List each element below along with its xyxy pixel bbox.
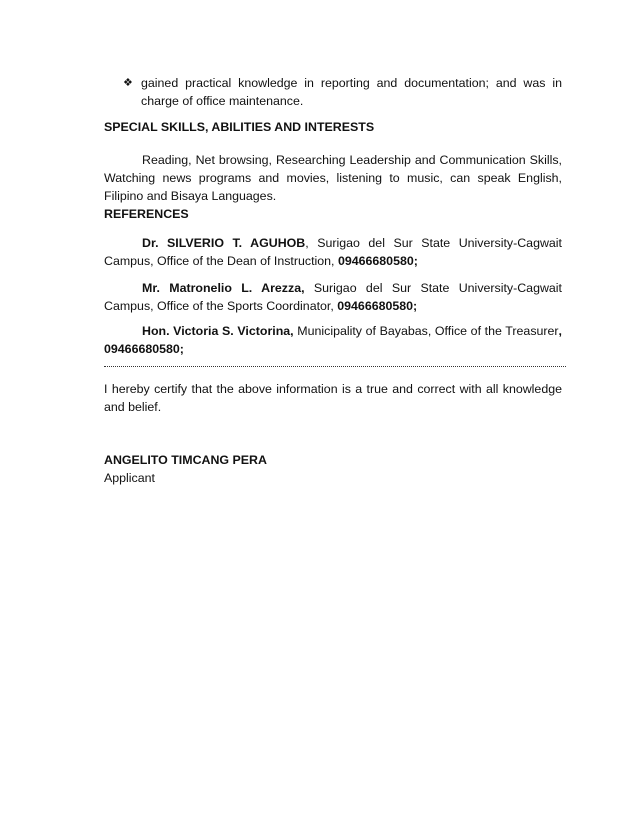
reference-detail: Municipality of Bayabas, Office of the Treasurer xyxy=(293,324,559,338)
reference-phone: , 09466680580; xyxy=(104,324,562,356)
diamond-bullet-icon: ❖ xyxy=(123,77,133,89)
reference-name: Dr. SILVERIO T. AGUHOB xyxy=(142,236,306,250)
reference-phone: 09466680580; xyxy=(337,299,418,313)
reference-entry xyxy=(104,279,562,315)
certification-statement: I hereby certify that the above information is a true and correct with all knowledge and belief. xyxy=(104,382,562,414)
reference-name: Hon. Victoria S. Victorina, xyxy=(142,324,294,338)
reference-phone: 09466680580; xyxy=(337,254,418,268)
references-heading: REFERENCES xyxy=(104,207,189,221)
reference-entry xyxy=(104,322,562,358)
list-item xyxy=(124,74,562,110)
reference-name: Mr. Matronelio L. Arezza, xyxy=(142,281,305,295)
bullet-text: gained practical knowledge in reporting and documentation; and was in charge of office maintenance. xyxy=(141,76,562,108)
skills-heading: SPECIAL SKILLS, ABILITIES AND INTERESTS xyxy=(104,120,375,134)
applicant-title: Applicant xyxy=(104,471,155,485)
reference-entry xyxy=(104,234,562,270)
reference-detail: Surigao del Sur State University-Cagwait Campus, Office of the Sports Coordinator, xyxy=(104,281,563,313)
dotted-divider xyxy=(104,366,566,367)
skills-paragraph: Reading, Net browsing, Researching Leadership and Communication Skills, Watching news programs and movies, listening to music, can speak English, Filipino and Bisaya Languages. xyxy=(104,153,562,203)
applicant-name: ANGELITO TIMCANG PERA xyxy=(104,453,267,467)
reference-detail: , Surigao del Sur State University-Cagwait Campus, Office of the Dean of Instruction, xyxy=(104,236,562,268)
